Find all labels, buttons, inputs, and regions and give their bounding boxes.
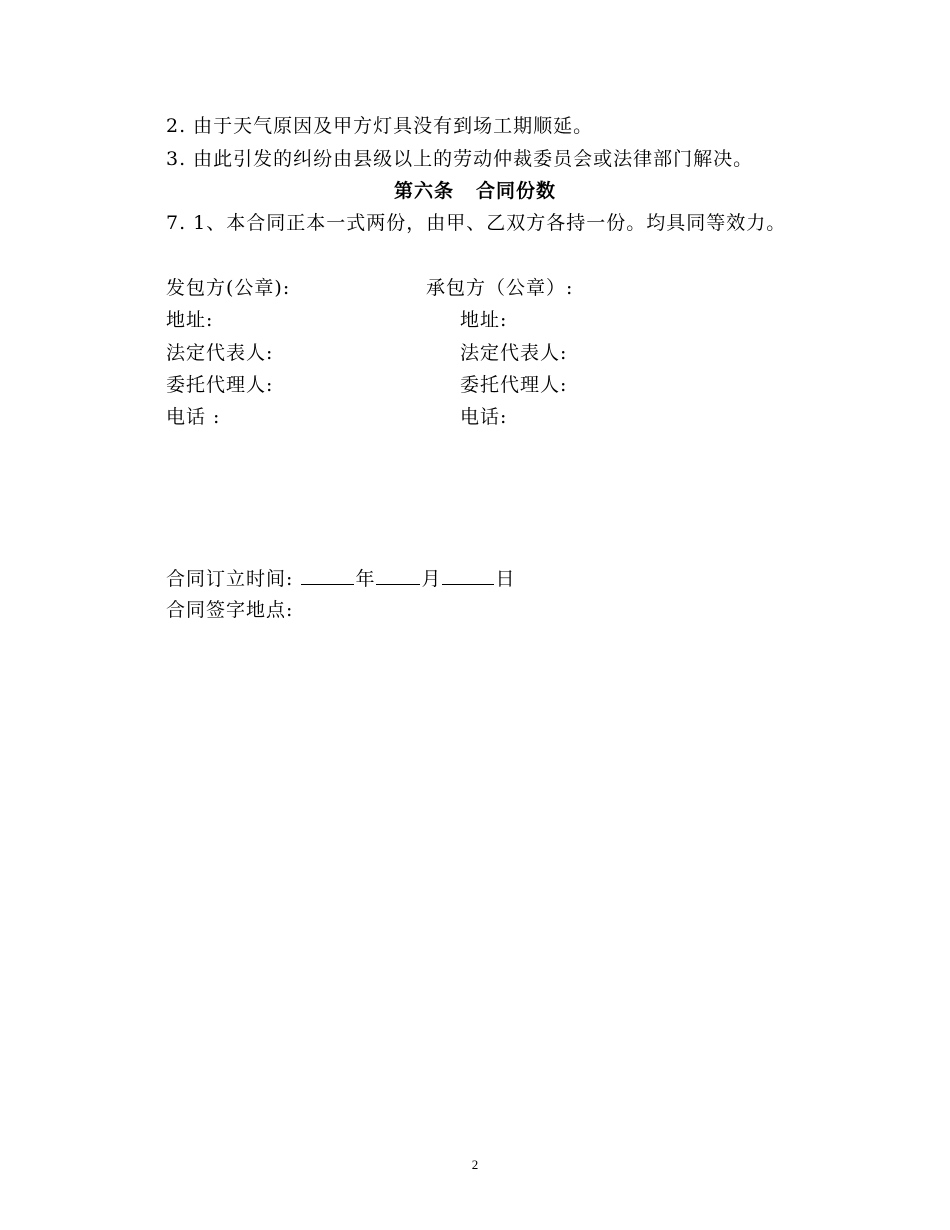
section-heading (0, 179, 950, 203)
contractor-legal-rep-label: 法定代表人: (460, 342, 568, 364)
employer-legal-rep-label: 法定代表人: (166, 342, 274, 364)
month-label: 月 (421, 568, 442, 590)
clause-2: 2. 由于天气原因及甲方灯具没有到场工期顺延。 (166, 115, 594, 137)
section-text: 7. 1、本合同正本一式两份，由甲、乙双方各持一份。均具同等效力。 (166, 212, 787, 234)
day-blank (442, 566, 494, 585)
clause-3: 3. 由此引发的纠纷由县级以上的劳动仲裁委员会或法律部门解决。 (166, 148, 754, 170)
signing-date-row (166, 566, 516, 591)
employer-party-label: 发包方(公章): (166, 277, 291, 299)
section-title: 合同份数 (476, 180, 557, 202)
year-label: 年 (355, 568, 376, 590)
page-number: 2 (471, 1157, 479, 1172)
signing-place-label: 合同签字地点: (166, 599, 294, 621)
contractor-agent-label: 委托代理人: (460, 374, 568, 396)
contractor-phone-label: 电话: (460, 406, 508, 428)
year-blank (301, 566, 354, 585)
contractor-party-label: 承包方（公章）: (426, 277, 574, 299)
signing-date-label: 合同订立时间: (166, 568, 294, 590)
employer-phone-label: 电话 : (166, 406, 221, 428)
employer-address-label: 地址: (166, 309, 214, 331)
month-blank (376, 566, 420, 585)
employer-agent-label: 委托代理人: (166, 374, 274, 396)
section-number: 第六条 (393, 180, 454, 202)
day-label: 日 (495, 568, 516, 590)
contractor-address-label: 地址: (460, 309, 508, 331)
